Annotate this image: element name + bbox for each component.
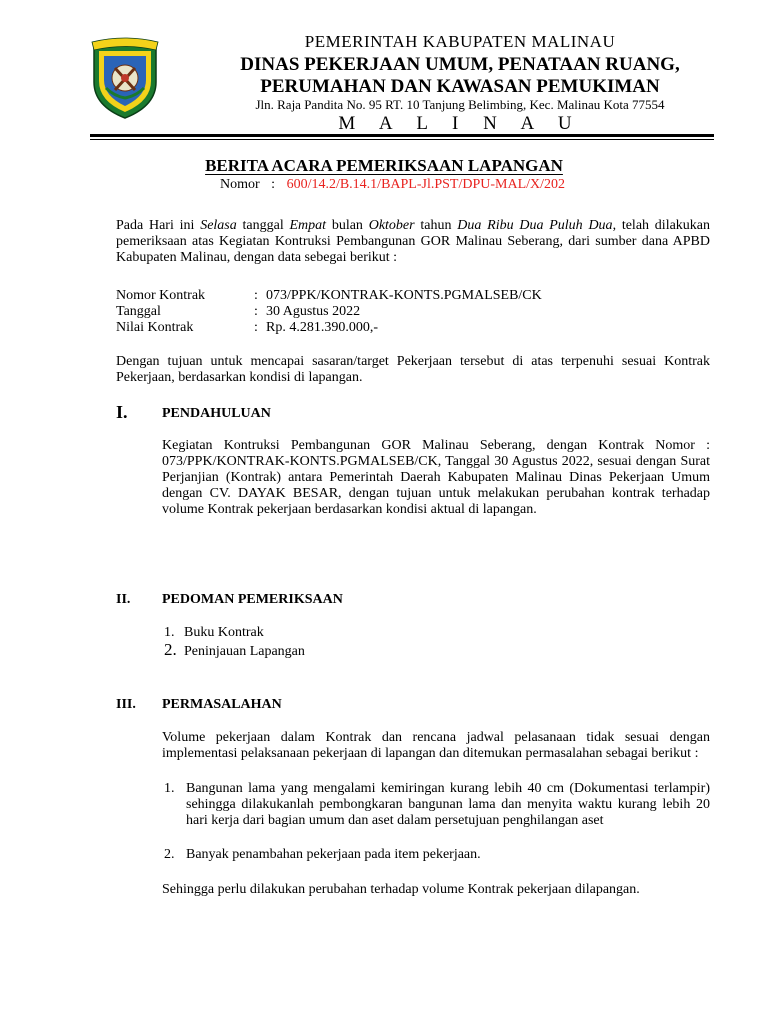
nomor-value: 600/14.2/B.14.1/BAPL-Jl.PST/DPU-MAL/X/202 [286, 177, 566, 192]
department-name-line-2: PERUMAHAN DAN KAWASAN PEMUKIMAN [260, 76, 660, 97]
list-item: 1. Buku Kontrak [164, 625, 264, 640]
contract-date-row: Tanggal : 30 Agustus 2022 [116, 304, 361, 319]
list-item: 2. Peninjauan Lapangan [164, 640, 305, 659]
intro-date: Empat [289, 218, 327, 233]
section-3-closing: Sehingga perlu dilakukan perubahan terhadap volume Kontrak pekerjaan dilapangan. [162, 882, 640, 897]
section-2-title: PEDOMAN PEMERIKSAAN [162, 592, 343, 607]
contract-number-row: Nomor Kontrak : 073/PPK/KONTRAK-KONTS.PGMALSEB/CK [116, 288, 542, 303]
list-item: 1. Bangunan lama yang mengalami kemiringan kurang lebih 40 cm (Dokumentasi terlampir) sehingga dilakukanlah pembongkaran bangunan lama dan menyita waktu kurang lebih 20 hari kerja dari bagian umum dan aset dalam persetujuan penghilangan aset [164, 781, 710, 828]
section-1-number: I. [116, 402, 128, 422]
intro-year: Dua Ribu Dua Puluh Dua [457, 218, 613, 233]
regency-logo [90, 36, 160, 120]
section-1-body: Kegiatan Kontruksi Pembangunan GOR Malinau Seberang, dengan Kontrak Nomor : 073/PPK/KONTRAK-KONTS.PGMALSEB/CK, Tanggal 30 Agustus 2022, sesuai dengan Surat Perjanjian (Kontrak) antara Pemerintah Daerah Kabupaten Malinau Dinas Pekerjaan Umum dengan CV. DAYAK BESAR, dengan tujuan untuk melakukan perubahan kontrak terhadap volume Kontrak pekerjaan berdasarkan kondisi aktual di lapangan. [162, 438, 710, 517]
section-1-title: PENDAHULUAN [162, 406, 271, 421]
purpose-paragraph: Dengan tujuan untuk mencapai sasaran/target Pekerjaan tersebut di atas terpenuhi sesuai Kontrak Pekerjaan, berdasarkan kondisi di lapangan. [116, 354, 710, 385]
letterhead-rule-thin [90, 139, 714, 140]
intro-month: Oktober [368, 218, 415, 233]
intro-paragraph: Pada Hari ini Selasa tanggal Empat bulan Oktober tahun Dua Ribu Dua Puluh Dua, telah dilakukan pemeriksaan atas Kegiatan Kontruksi Pembangunan GOR Malinau Seberang, dari sumber dana APBD Kabupaten Malinau, dengan data sebegai berikut : [116, 218, 711, 265]
section-3-title: PERMASALAHAN [162, 697, 282, 712]
city-name: M A L I N A U [338, 113, 582, 134]
letterhead-rule-thick [90, 134, 714, 137]
section-2-number: II. [116, 592, 131, 607]
department-name-line-1: DINAS PEKERJAAN UMUM, PENATAAN RUANG, [240, 54, 680, 75]
list-item: 2. Banyak penambahan pekerjaan pada item pekerjaan. [164, 847, 481, 862]
nomor-label: Nomor [220, 177, 260, 192]
contract-value-row: Nilai Kontrak : Rp. 4.281.390.000,- [116, 320, 378, 335]
intro-day: Selasa [200, 218, 237, 233]
nomor-separator: : [271, 177, 276, 192]
office-address: Jln. Raja Pandita No. 95 RT. 10 Tanjung Belimbing, Kec. Malinau Kota 77554 [255, 97, 665, 112]
section-3-number: III. [116, 697, 136, 712]
document-number [220, 177, 565, 193]
document-title: BERITA ACARA PEMERIKSAAN LAPANGAN [205, 156, 563, 175]
government-name: PEMERINTAH KABUPATEN MALINAU [304, 32, 616, 51]
kabupaten-malinau-seal-icon [90, 36, 160, 120]
section-3-body: Volume pekerjaan dalam Kontrak dan rencana jadwal pelasanaan tidak sesuai dengan implementasi pelaksanaan pekerjaan di lapangan dan ditemukan permasalahan sebagai berikut : [162, 730, 710, 761]
